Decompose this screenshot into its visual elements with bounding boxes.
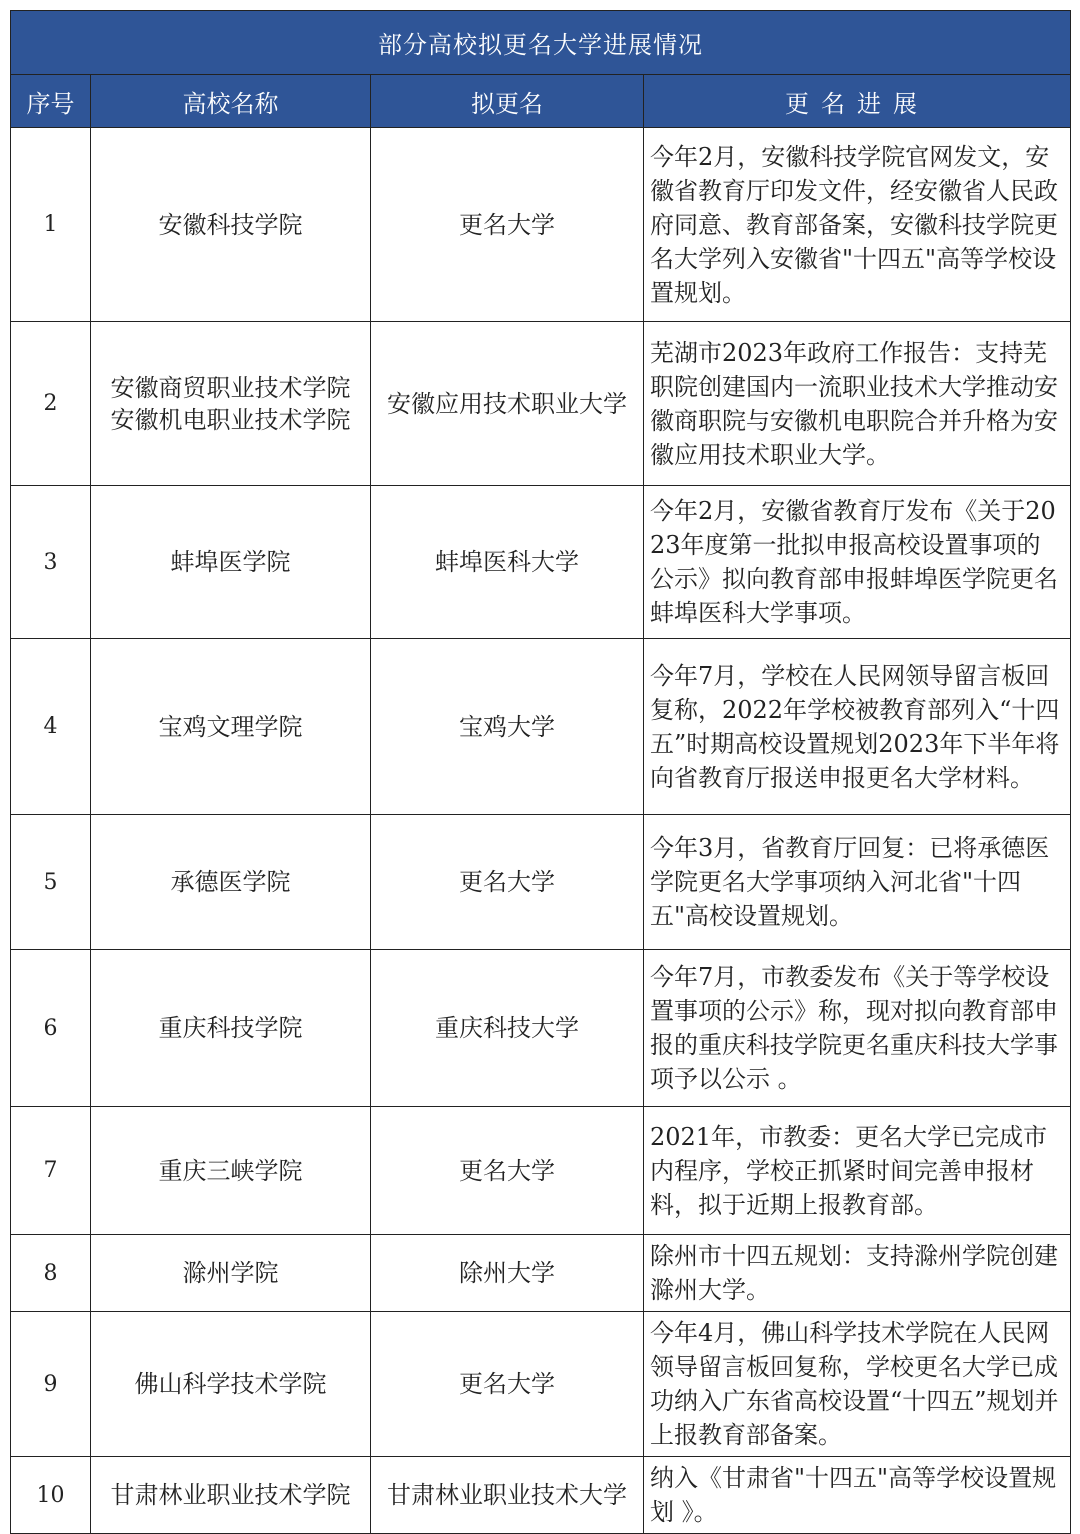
school-name: 承德医学院	[170, 868, 291, 896]
school-name: 安徽机电职业技术学院	[110, 405, 351, 434]
row-school	[91, 1457, 371, 1534]
row-new-name: 更名大学	[371, 128, 644, 322]
table-row	[11, 486, 1071, 639]
row-new-name: 更名大学	[371, 1312, 644, 1457]
row-progress: 纳入《甘肃省"十四五"高等学校设置规划 》。	[644, 1457, 1071, 1534]
row-school	[91, 639, 371, 815]
row-progress: 今年7月，学校在人民网领导留言板回复称，2022年学校被教育部列入“十四五”时期高校设置规划2023年下半年将向省教育厅报送申报更名大学材料。	[644, 639, 1071, 815]
row-num: 9	[11, 1312, 91, 1457]
row-num: 5	[11, 815, 91, 950]
row-new-name: 重庆科技大学	[371, 950, 644, 1107]
row-new-name: 更名大学	[371, 815, 644, 950]
header-school: 高校名称	[91, 75, 371, 128]
title-row	[11, 11, 1071, 75]
row-progress: 今年7月，市教委发布《关于等学校设置事项的公示》称，现对拟向教育部申报的重庆科技学院更名重庆科技大学事项予以公示 。	[644, 950, 1071, 1107]
row-school	[91, 950, 371, 1107]
row-progress: 2021年，市教委：更名大学已完成市内程序，学校正抓紧时间完善申报材料，拟于近期上报教育部。	[644, 1107, 1071, 1235]
row-num: 8	[11, 1235, 91, 1312]
row-num: 1	[11, 128, 91, 322]
row-num: 6	[11, 950, 91, 1107]
row-school	[91, 322, 371, 486]
table-row	[11, 815, 1071, 950]
school-name: 滁州学院	[182, 1259, 279, 1287]
row-progress: 芜湖市2023年政府工作报告：支持芜职院创建国内一流职业技术大学推动安徽商职院与安徽机电职院合并升格为安徽应用技术职业大学。	[644, 322, 1071, 486]
row-new-name: 宝鸡大学	[371, 639, 644, 815]
row-new-name: 蚌埠医科大学	[371, 486, 644, 639]
school-name: 蚌埠医学院	[170, 548, 291, 576]
table-row	[11, 639, 1071, 815]
table-row	[11, 1457, 1071, 1534]
school-name: 重庆三峡学院	[158, 1156, 303, 1185]
table-row	[11, 1235, 1071, 1312]
row-progress: 除州市十四五规划：支持滁州学院创建滁州大学。	[644, 1235, 1071, 1312]
school-name: 佛山科学技术学院	[134, 1370, 327, 1398]
row-new-name: 甘肃林业职业技术大学	[371, 1457, 644, 1534]
table-row	[11, 128, 1071, 322]
table-row	[11, 1312, 1071, 1457]
row-school	[91, 815, 371, 950]
row-num: 4	[11, 639, 91, 815]
row-new-name: 除州大学	[371, 1235, 644, 1312]
table-title: 部分高校拟更名大学进展情况	[11, 11, 1071, 75]
table-row	[11, 950, 1071, 1107]
row-new-name: 更名大学	[371, 1107, 644, 1235]
header-row	[11, 75, 1071, 128]
row-num: 7	[11, 1107, 91, 1235]
row-progress: 今年2月，安徽科技学院官网发文，安徽省教育厅印发文件，经安徽省人民政府同意、教育部备案，安徽科技学院更名大学列入安徽省"十四五"高等学校设置规划。	[644, 128, 1071, 322]
row-school	[91, 128, 371, 322]
school-name: 安徽科技学院	[158, 210, 303, 239]
row-school	[91, 1235, 371, 1312]
row-progress: 今年4月，佛山科学技术学院在人民网领导留言板回复称，学校更名大学已成功纳入广东省高校设置“十四五”规划并上报教育部备案。	[644, 1312, 1071, 1457]
table-row	[11, 322, 1071, 486]
header-new-name: 拟更名	[371, 75, 644, 128]
progress-table	[10, 10, 1071, 1534]
header-progress: 更名进展	[644, 75, 1071, 128]
school-name: 甘肃林业职业技术学院	[110, 1481, 351, 1509]
school-name: 宝鸡文理学院	[158, 712, 303, 741]
row-num: 2	[11, 322, 91, 486]
row-new-name: 安徽应用技术职业大学	[371, 322, 644, 486]
row-progress: 今年2月，安徽省教育厅发布《关于2023年度第一批拟申报高校设置事项的公示》拟向教育部申报蚌埠医学院更名蚌埠医科大学事项。	[644, 486, 1071, 639]
school-name: 安徽商贸职业技术学院	[110, 373, 351, 402]
row-school	[91, 1107, 371, 1235]
school-name: 重庆科技学院	[158, 1014, 303, 1042]
progress-table-container	[10, 10, 1070, 1534]
row-school	[91, 1312, 371, 1457]
row-num: 10	[11, 1457, 91, 1534]
header-num: 序号	[11, 75, 91, 128]
row-school	[91, 486, 371, 639]
row-num: 3	[11, 486, 91, 639]
row-progress: 今年3月，省教育厅回复：已将承德医学院更名大学事项纳入河北省"十四五"高校设置规划。	[644, 815, 1071, 950]
table-row	[11, 1107, 1071, 1235]
